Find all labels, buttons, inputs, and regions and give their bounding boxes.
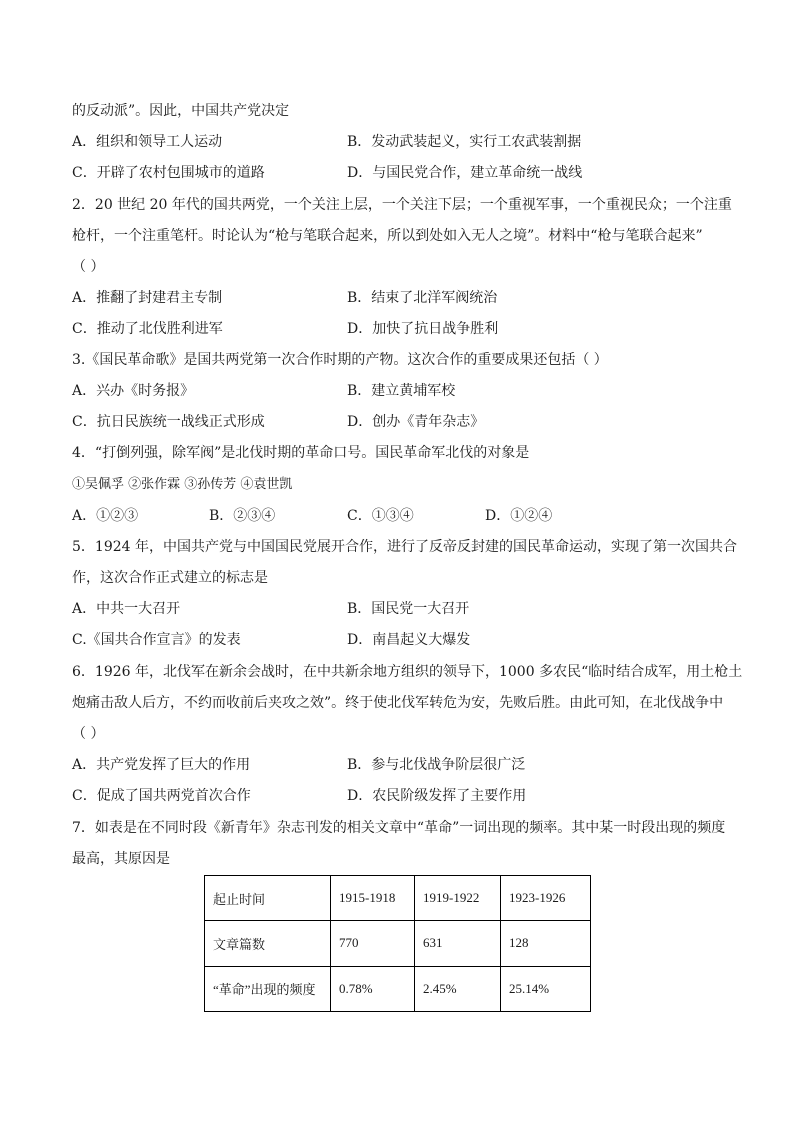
q4-option-a: A．①②③ xyxy=(72,508,139,524)
q7-stem-line-1: 7．如表是在不同时段《新青年》杂志刊发的相关文章中“革命”一词出现的频率。其中某一时段出现的频度 xyxy=(72,820,726,836)
q1-option-a: A．组织和领导工人运动 xyxy=(72,134,223,150)
q7-stem-line-2: 最高，其原因是 xyxy=(72,851,170,867)
q4-items: ①吴佩孚 ②张作霖 ③孙传芳 ④袁世凯 xyxy=(72,477,293,492)
table-row xyxy=(205,921,591,966)
q1-stem-tail: 的反动派”。因此，中国共产党决定 xyxy=(72,103,290,119)
table-cell: 25.14% xyxy=(501,966,591,1011)
table-cell: 1919-1922 xyxy=(415,876,501,921)
q6-option-d: D．农民阶级发挥了主要作用 xyxy=(347,788,527,804)
q2-answer-paren: （ ） xyxy=(72,259,105,275)
q2-option-a: A．推翻了封建君主专制 xyxy=(72,290,223,306)
q2-option-d: D．加快了抗日战争胜利 xyxy=(347,321,499,337)
q3-option-c: C．抗日民族统一战线正式形成 xyxy=(72,414,265,430)
q6-stem-line-1: 6．1926 年，北伐军在新余会战时，在中共新余地方组织的领导下，1000 多农民“临时结合成军，用土枪土 xyxy=(72,664,743,680)
q5-stem-line-2: 作，这次合作正式建立的标志是 xyxy=(72,570,268,586)
q3-option-d: D．创办《青年杂志》 xyxy=(347,414,485,430)
revolution-frequency-table xyxy=(204,875,591,1012)
q5-option-a: A．中共一大召开 xyxy=(72,601,181,617)
q6-option-c: C．促成了国共两党首次合作 xyxy=(72,788,251,804)
q4-stem: 4．“打倒列强，除军阀”是北伐时期的革命口号。国民革命军北伐的对象是 xyxy=(72,445,530,461)
q2-stem-line-2: 枪杆，一个注重笔杆。时论认为“枪与笔联合起来，所以到处如入无人之境”。材料中“枪与笔联合起来” xyxy=(72,228,703,244)
table-cell: 128 xyxy=(501,921,591,966)
q6-option-a: A．共产党发挥了巨大的作用 xyxy=(72,757,251,773)
q4-option-c: C．①③④ xyxy=(347,508,414,524)
table-cell: 631 xyxy=(415,921,501,966)
q3-option-b: B．建立黄埔军校 xyxy=(347,383,456,399)
table-cell: 1915-1918 xyxy=(331,876,415,921)
q6-answer-paren: （ ） xyxy=(72,726,105,742)
q4-option-d: D．①②④ xyxy=(485,508,553,524)
q5-option-c: C.《国共合作宣言》的发表 xyxy=(72,632,241,648)
q2-option-c: C．推动了北伐胜利进军 xyxy=(72,321,223,337)
q2-option-b: B．结束了北洋军阀统治 xyxy=(347,290,498,306)
q3-option-a: A．兴办《时务报》 xyxy=(72,383,195,399)
table-cell: 770 xyxy=(331,921,415,966)
table-cell: 文章篇数 xyxy=(205,921,331,966)
q5-option-d: D．南昌起义大爆发 xyxy=(347,632,471,648)
table-row xyxy=(205,876,591,921)
q1-option-c: C．开辟了农村包围城市的道路 xyxy=(72,165,265,181)
q2-stem-line-1: 2．20 世纪 20 年代的国共两党，一个关注上层，一个关注下层；一个重视军事，一个重视民众；一个注重 xyxy=(72,197,732,213)
table-cell: 0.78% xyxy=(331,966,415,1011)
q1-option-d: D．与国民党合作，建立革命统一战线 xyxy=(347,165,583,181)
q1-option-b: B．发动武装起义，实行工农武装割据 xyxy=(347,134,582,150)
q4-option-b: B．②③④ xyxy=(209,508,276,524)
q5-option-b: B．国民党一大召开 xyxy=(347,601,470,617)
table-cell: 起止时间 xyxy=(205,876,331,921)
table-cell: 1923-1926 xyxy=(501,876,591,921)
q5-stem-line-1: 5．1924 年，中国共产党与中国国民党展开合作，进行了反帝反封建的国民革命运动，实现了第一次国共合 xyxy=(72,539,737,555)
q3-stem: 3.《国民革命歌》是国共两党第一次合作时期的产物。这次合作的重要成果还包括（ ） xyxy=(72,352,608,368)
table-row xyxy=(205,966,591,1011)
table-cell: 2.45% xyxy=(415,966,501,1011)
table-cell: “革命”出现的频度 xyxy=(205,966,331,1011)
q6-option-b: B．参与北伐战争阶层很广泛 xyxy=(347,757,526,773)
q6-stem-line-2: 炮痛击敌人后方，不约而收前后夹攻之效”。终于使北伐军转危为安，先败后胜。由此可知，在北伐战争中 xyxy=(72,695,724,711)
